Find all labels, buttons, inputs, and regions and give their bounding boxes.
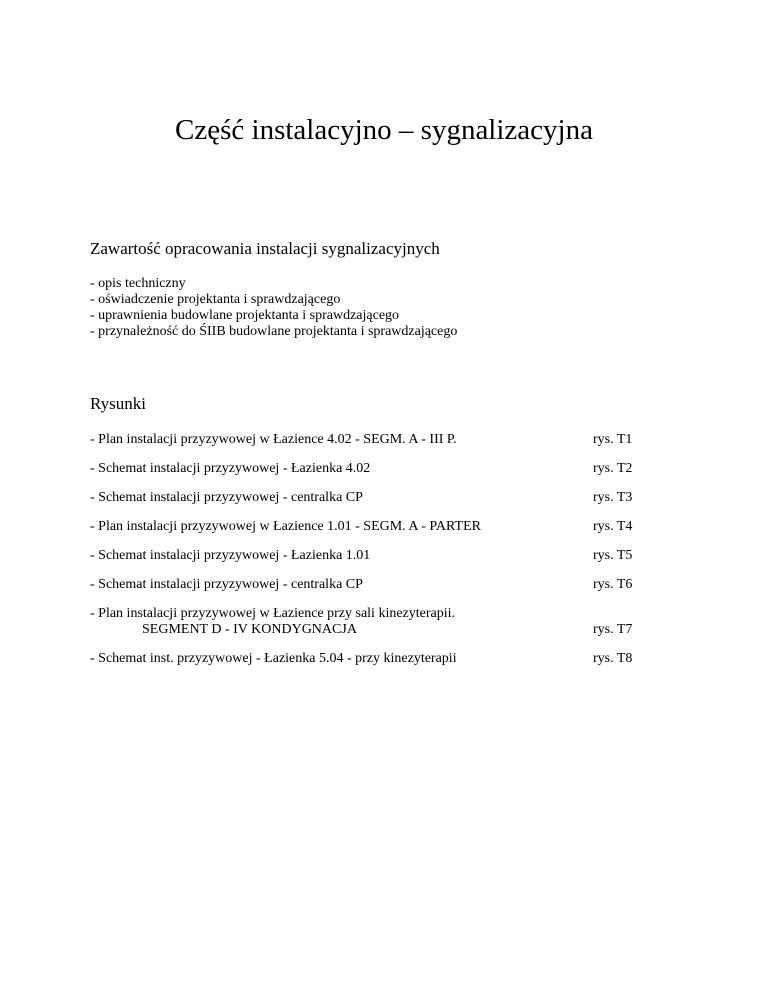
drawing-description: - Plan instalacji przyzywowej w Łazience 4.02 - SEGM. A - III P. <box>90 432 457 447</box>
drawing-reference: rys. T8 <box>593 651 633 666</box>
drawing-description: - Plan instalacji przyzywowej w Łazience przy sali kinezyterapii. <box>90 606 456 621</box>
contents-item: - oświadczenie projektanta i sprawdzającego <box>90 292 341 307</box>
document-title: Część instalacyjno – sygnalizacyjna <box>175 114 593 146</box>
drawing-reference: rys. T5 <box>593 548 633 563</box>
drawing-row <box>90 651 650 667</box>
contents-item: - uprawnienia budowlane projektanta i sprawdzającego <box>90 308 400 323</box>
drawings-list <box>90 432 650 667</box>
drawing-reference: rys. T4 <box>593 519 633 534</box>
drawings-heading: Rysunki <box>90 394 146 413</box>
contents-heading: Zawartość opracowania instalacji sygnalizacyjnych <box>90 239 440 258</box>
drawing-description: - Schemat instalacji przyzywowej - Łazienka 4.02 <box>90 461 371 476</box>
drawing-reference: rys. T3 <box>593 490 633 505</box>
drawing-row <box>90 519 650 535</box>
drawing-description: - Schemat instalacji przyzywowej - centralka CP <box>90 490 363 505</box>
drawing-reference: rys. T6 <box>593 577 633 592</box>
drawing-row <box>90 432 650 448</box>
drawing-description: - Schemat instalacji przyzywowej - centralka CP <box>90 577 363 592</box>
drawing-description: - Plan instalacji przyzywowej w Łazience 1.01 - SEGM. A - PARTER <box>90 519 481 534</box>
contents-item: - przynależność do ŚIIB budowlane projektanta i sprawdzającego <box>90 324 458 339</box>
drawing-row <box>90 577 650 593</box>
drawing-reference: rys. T7 <box>593 622 633 637</box>
drawing-description: - Schemat instalacji przyzywowej - Łazienka 1.01 <box>90 548 371 563</box>
drawing-row <box>90 548 650 564</box>
drawing-description-continued: SEGMENT D - IV KONDYGNACJA <box>142 622 357 637</box>
contents-item: - opis techniczny <box>90 276 186 291</box>
drawing-row <box>90 461 650 477</box>
contents-list <box>90 276 457 340</box>
drawing-reference: rys. T1 <box>593 432 633 447</box>
drawing-row <box>90 490 650 506</box>
drawing-row <box>90 606 650 638</box>
drawing-reference: rys. T2 <box>593 461 633 476</box>
drawing-description: - Schemat inst. przyzywowej - Łazienka 5.04 - przy kinezyterapii <box>90 651 457 666</box>
